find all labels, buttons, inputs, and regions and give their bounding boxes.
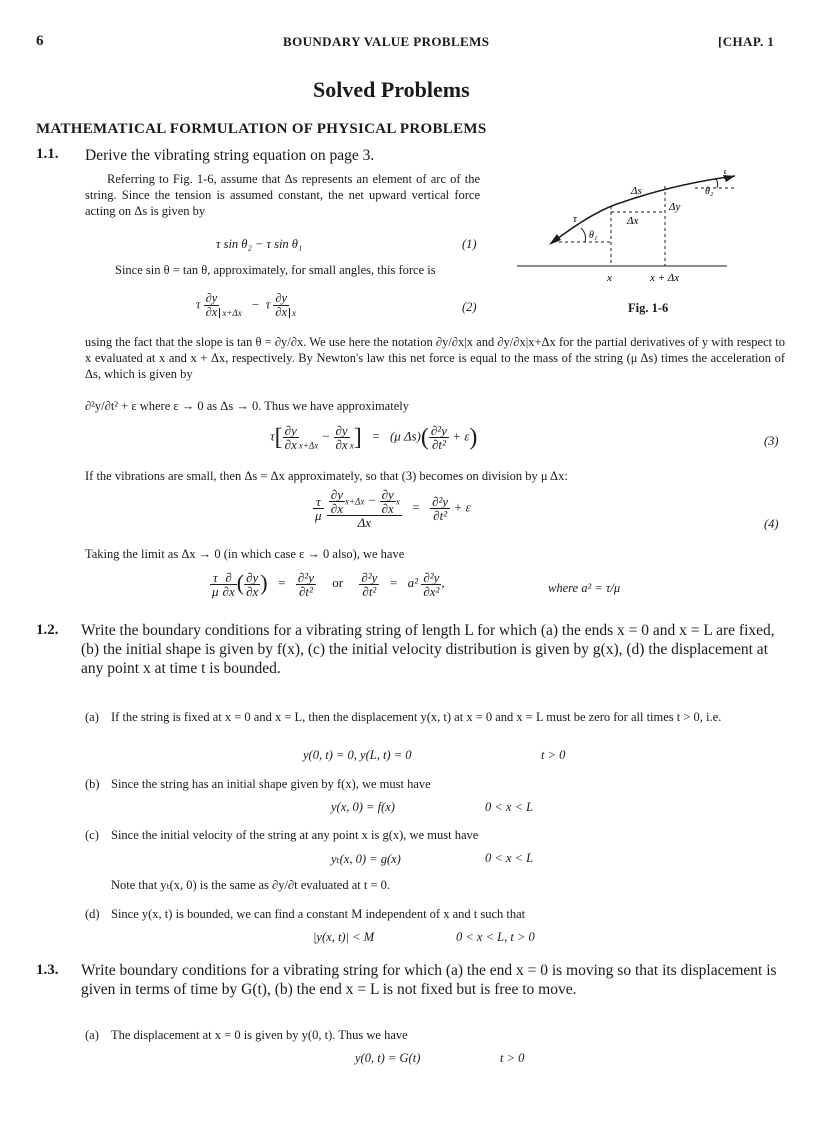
part-label: (d): [85, 907, 100, 921]
paragraph: If the vibrations are small, then Δs = Δx approximately, so that (3) becomes on division by μ Δx:: [85, 469, 568, 483]
problem-number: 1.1.: [36, 146, 59, 162]
equation-number: (2): [462, 300, 477, 314]
condition: 0 < x < L: [485, 851, 534, 865]
paragraph: Since the initial velocity of the string at any point x is g(x), we must have: [111, 828, 479, 842]
problem-number: 1.2.: [36, 622, 59, 638]
label-tau-left: τ: [573, 213, 577, 225]
paragraph: If the string is fixed at x = 0 and x = L, then the displacement y(x, t) at x = 0 and x = L must be zero for all times t > 0, i.e.: [111, 710, 722, 724]
part-label: (c): [85, 828, 99, 842]
paragraph: Taking the limit as Δx → 0 (in which case ε → 0 also), we have: [85, 547, 405, 561]
part-label: (a): [85, 710, 99, 724]
equation-number: (1): [462, 237, 477, 251]
equation-5: $\frac{\tau}{\mu}$ $\frac{\partial}{\partial x}$ ( $\frac{\partial y}{\partial x}$ ) = $\frac{\text{∂²y}}{\text{∂t²}}$ or $\frac{\text{∂²y}}{\text{∂t²}}$ = a² $\frac{\text{∂²y}}{\text{∂x²}}$ ,: [212, 569, 445, 599]
chapter-label: [CHAP. 1: [718, 34, 775, 49]
paragraph: Since y(x, t) is bounded, we can find a constant M independent of x and t such that: [111, 907, 526, 921]
equation-3: τ[ $\frac{\partial y}{\partial x}$ $_{x+\Delta x}$ − $\frac{\partial y}{\partial x}$ $_x$] = (μ Δs)( $\frac{\text{∂²y}}{\text{∂t²}}$ + ε): [270, 423, 478, 452]
label-tau-top: τ: [723, 170, 727, 177]
label-delta-s: Δs: [631, 185, 642, 197]
section-heading: MATHEMATICAL FORMULATION OF PHYSICAL PROBLEMS: [36, 121, 487, 137]
equation-where: where a² = τ/μ: [548, 581, 621, 595]
paragraph: ∂²y/∂t² + ε where ε → 0 as Δs → 0. Thus we have approximately: [85, 399, 409, 413]
tension-arrow-left: [549, 234, 561, 245]
figure-string-element: [505, 170, 735, 290]
page-number: 6: [36, 33, 44, 49]
problem-statement: Write the boundary conditions for a vibrating string of length L for which (a) the ends x = 0 and x = L are fixed, (b) the initial shape is given by f(x), (c) the initial velocity distribution is given by g(x), (d) the displacement at any point x at time t is bounded.: [81, 622, 775, 677]
label-x: x: [607, 272, 612, 284]
condition: 0 < x < L: [485, 800, 534, 814]
problem-statement: Write boundary conditions for a vibrating string for which (a) the end x = 0 is moving so that its displacement is given in terms of time by G(t), (b) the end x = L is not fixed but is free to move.: [81, 962, 777, 998]
condition: t > 0: [500, 1051, 525, 1065]
paragraph: Referring to Fig. 1-6, assume that Δs represents an element of arc of the string. Since the tension is assumed constant, the net upward vertical force acting on Δs is given by: [85, 172, 480, 218]
label-x-plus-dx: x + Δx: [650, 272, 680, 284]
paragraph: The displacement at x = 0 is given by y(0, t). Thus we have: [111, 1028, 408, 1042]
equation-number: (3): [764, 434, 779, 448]
equation-4: $\frac{\tau}{\mu}$ $\frac{\partial y}{\partial x}$ x+Δx − $\frac{\partial y}{\partial x}$ x Δx = $\frac{\text{∂²y}}{\text{∂t²}}$ + ε: [315, 487, 471, 530]
condition: 0 < x < L, t > 0: [456, 930, 535, 944]
page-title: Solved Problems: [313, 77, 470, 102]
paragraph: using the fact that the slope is tan θ = ∂y/∂x. We use here the notation ∂y/∂x|x and ∂y/∂x|x+Δx for the partial derivatives of y with respect to x evaluated at x and x + Δx, respectively. By Newton's law this net force is equal to the mass of the string (μ Δs) times the acceleration of Δs, which is given by: [85, 335, 785, 381]
equation: y(x, 0) = f(x): [331, 800, 395, 814]
label-delta-y: Δy: [669, 201, 681, 213]
figure-caption: Fig. 1-6: [628, 301, 669, 315]
label-theta2: θ₂: [705, 186, 714, 197]
problem-statement: Derive the vibrating string equation on page 3.: [85, 147, 375, 164]
equation: y(0, t) = 0, y(L, t) = 0: [303, 748, 412, 762]
problem-number: 1.3.: [36, 962, 59, 978]
equation-2: τ $\frac{\partial y}{\partial x}$ $_{x+\Delta x}$ − τ $\frac{\partial y}{\partial x}$ $_x$: [196, 291, 297, 319]
part-label: (b): [85, 777, 100, 791]
equation-1: τ sin θ₂ − τ sin θ₁: [216, 237, 303, 251]
condition: t > 0: [541, 748, 566, 762]
label-theta1: θ₁: [589, 230, 598, 241]
note: Note that yₜ(x, 0) is the same as ∂y/∂t evaluated at t = 0.: [111, 878, 391, 892]
equation-number: (4): [764, 517, 779, 531]
equation: y(0, t) = G(t): [355, 1051, 421, 1065]
running-title: BOUNDARY VALUE PROBLEMS: [283, 34, 490, 49]
label-delta-x: Δx: [627, 215, 639, 227]
part-label: (a): [85, 1028, 99, 1042]
paragraph: Since sin θ = tan θ, approximately, for small angles, this force is: [115, 263, 436, 277]
paragraph: Since the string has an initial shape given by f(x), we must have: [111, 777, 431, 791]
equation: |y(x, t)| < M: [313, 930, 375, 944]
equation: yₜ(x, 0) = g(x): [331, 852, 401, 866]
angle-theta1-arc: [581, 228, 586, 242]
